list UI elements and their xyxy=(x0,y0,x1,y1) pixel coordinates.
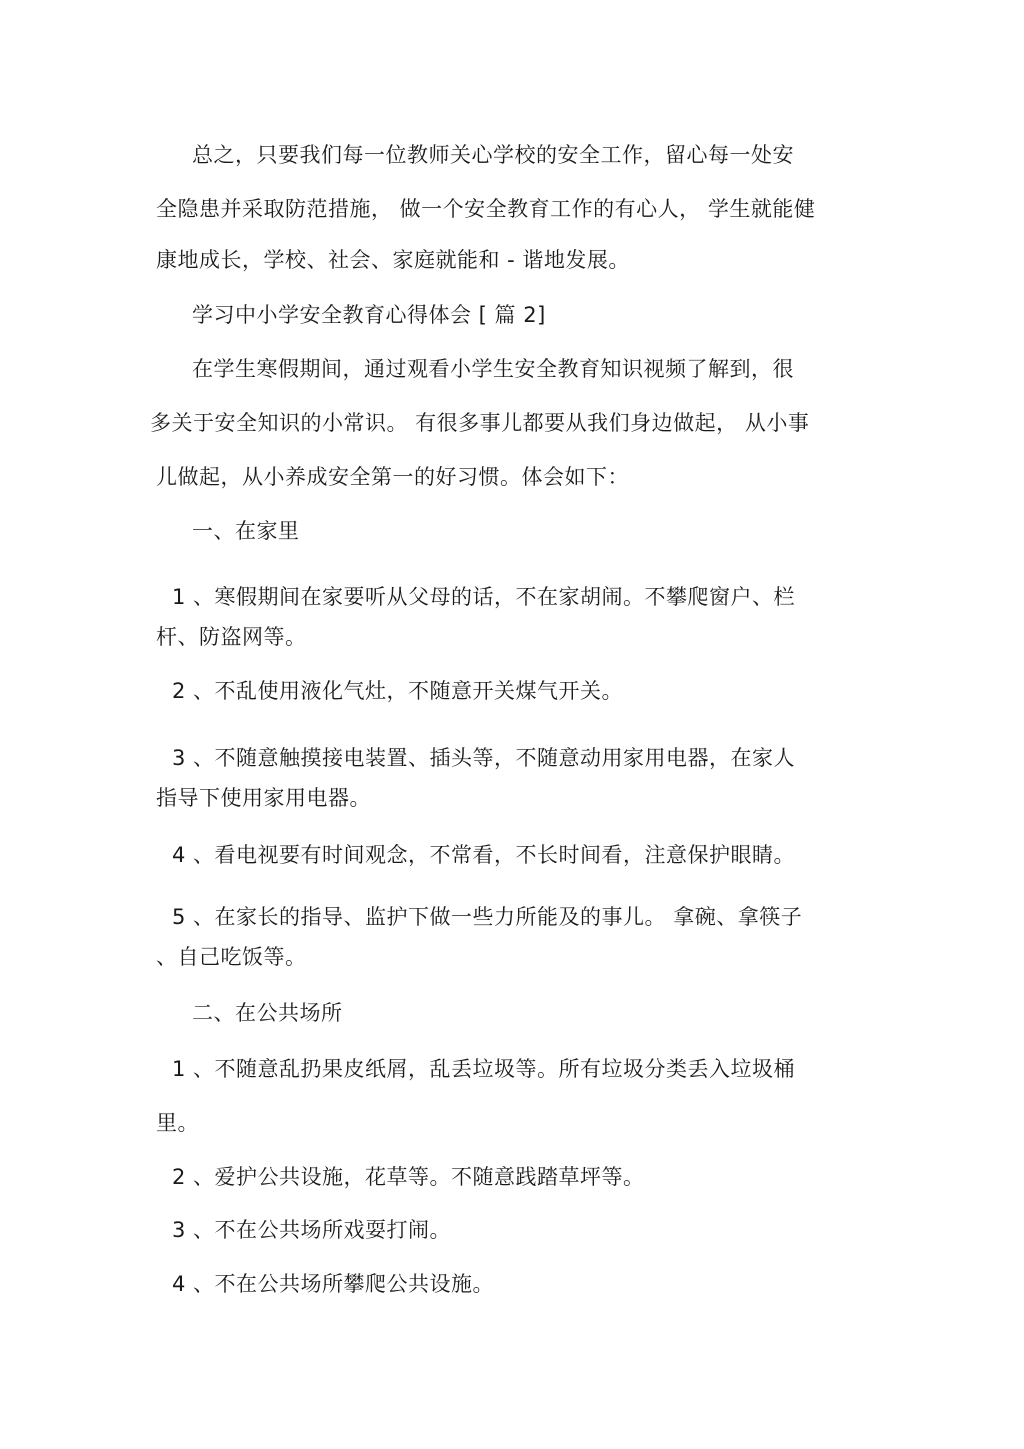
list-item: 3 、不在公共场所戏耍打闹。 xyxy=(172,1218,452,1242)
paragraph-line: 在学生寒假期间，通过观看小学生安全教育知识视频了解到，很 xyxy=(192,357,794,381)
list-item: 1 、寒假期间在家要听从父母的话，不在家胡闹。不攀爬窗户、栏 xyxy=(172,585,796,609)
list-item: 1 、不随意乱扔果皮纸屑，乱丢垃圾等。所有垃圾分类丢入垃圾桶 xyxy=(172,1057,796,1081)
section-title: 学习中小学安全教育心得体会 [ 篇 2] xyxy=(192,303,546,327)
paragraph-line: 多关于安全知识的小常识。 有很多事儿都要从我们身边做起， 从小事 xyxy=(150,411,810,435)
list-item: 3 、不随意触摸接电装置、插头等，不随意动用家用电器，在家人 xyxy=(172,746,796,770)
section-heading: 一、在家里 xyxy=(192,519,300,543)
list-item: 5 、在家长的指导、监护下做一些力所能及的事儿。 拿碗、拿筷子 xyxy=(172,905,803,929)
list-item: 2 、不乱使用液化气灶，不随意开关煤气开关。 xyxy=(172,679,624,703)
list-item: 4 、看电视要有时间观念，不常看，不长时间看，注意保护眼睛。 xyxy=(172,843,796,867)
list-item-continuation: 指导下使用家用电器。 xyxy=(156,786,371,810)
paragraph-line: 全隐患并采取防范措施， 做一个安全教育工作的有心人， 学生就能健 xyxy=(156,197,816,221)
paragraph-line: 儿做起，从小养成安全第一的好习惯。体会如下： xyxy=(156,465,629,489)
paragraph-line: 康地成长，学校、社会、家庭就能和 - 谐地发展。 xyxy=(156,248,630,272)
paragraph-line: 总之，只要我们每一位教师关心学校的安全工作，留心每一处安 xyxy=(192,143,794,167)
section-heading: 二、在公共场所 xyxy=(192,1001,343,1025)
list-item: 4 、不在公共场所攀爬公共设施。 xyxy=(172,1272,495,1296)
list-item-continuation: 、自己吃饭等。 xyxy=(156,945,307,969)
list-item: 2 、爱护公共设施，花草等。不随意践踏草坪等。 xyxy=(172,1165,645,1189)
list-item-continuation: 里。 xyxy=(156,1111,199,1135)
list-item-continuation: 杆、防盗网等。 xyxy=(156,625,307,649)
